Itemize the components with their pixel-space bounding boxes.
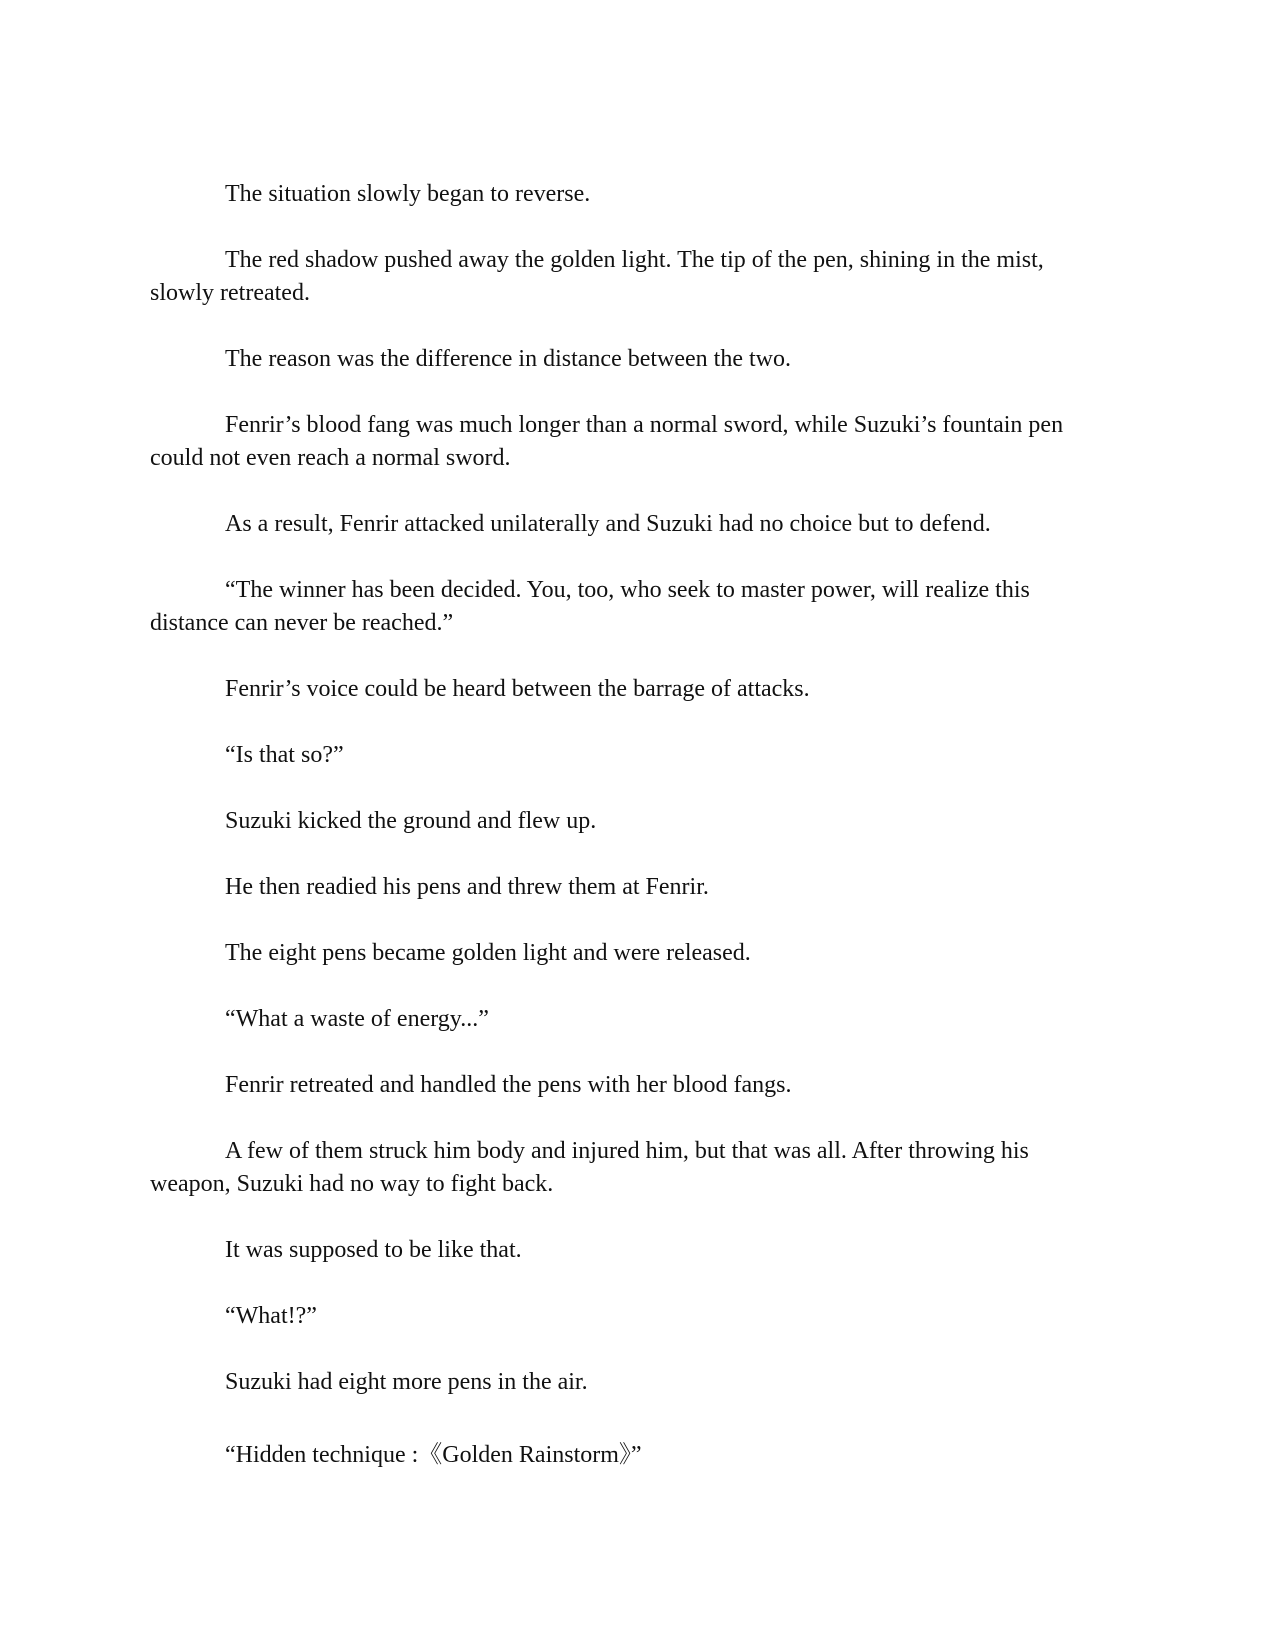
paragraph: A few of them struck him body and injured him, but that was all. After throwing his weapon, Suzuki had no way to fight back. (150, 1138, 1029, 1197)
paragraph: “The winner has been decided. You, too, who seek to master power, will realize this distance can never be reached.” (150, 577, 1030, 636)
paragraph: The eight pens became golden light and were released. (225, 940, 751, 966)
paragraph: “Is that so?” (225, 742, 344, 768)
paragraph: He then readied his pens and threw them at Fenrir. (225, 874, 709, 900)
paragraph: Suzuki had eight more pens in the air. (225, 1369, 588, 1395)
paragraph: “Hidden technique :《Golden Rainstorm》” (225, 1442, 642, 1468)
paragraph: It was supposed to be like that. (225, 1237, 522, 1263)
paragraph: The red shadow pushed away the golden light. The tip of the pen, shining in the mist, slowly retreated. (150, 247, 1044, 306)
body-text (150, 178, 1110, 1505)
paragraph: Fenrir’s blood fang was much longer than a normal sword, while Suzuki’s fountain pen could not even reach a normal sword. (150, 412, 1064, 471)
paragraph: “What a waste of energy...” (225, 1006, 489, 1032)
paragraph: “What!?” (225, 1303, 317, 1329)
paragraph: Suzuki kicked the ground and flew up. (225, 808, 597, 834)
paragraph: As a result, Fenrir attacked unilaterally and Suzuki had no choice but to defend. (225, 511, 991, 537)
paragraph: Fenrir’s voice could be heard between the barrage of attacks. (225, 676, 810, 702)
paragraph: The situation slowly began to reverse. (225, 181, 591, 207)
paragraph: Fenrir retreated and handled the pens with her blood fangs. (225, 1072, 792, 1098)
paragraph: The reason was the difference in distance between the two. (225, 346, 791, 372)
